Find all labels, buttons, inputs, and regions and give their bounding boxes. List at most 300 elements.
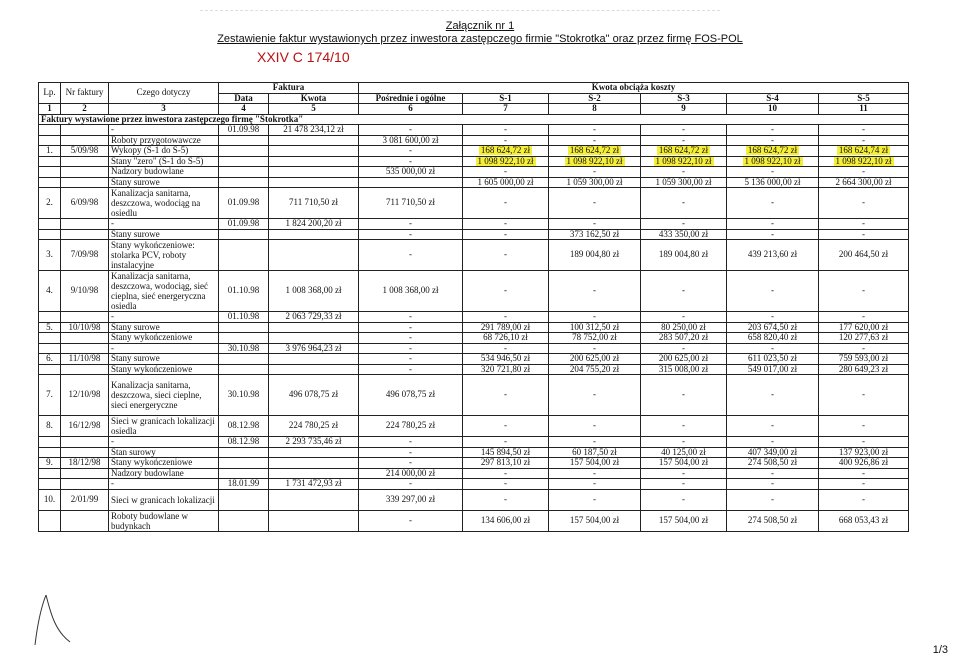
s2-cell: 373 162,50 zł [549,229,641,240]
invoice-number-cell: 12/10/98 [61,375,109,416]
s2-cell: - [549,437,641,448]
date-cell: 30.10.98 [219,343,269,354]
s3-cell: - [641,219,727,230]
indirect-cost-cell: - [359,458,463,469]
amount-cell: 496 078,75 zł [269,375,359,416]
s2-cell: - [549,416,641,437]
s1-cell: 145 894,50 zł [463,447,549,458]
indirect-cost-cell: - [359,447,463,458]
s4-cell: - [727,271,819,312]
date-cell: 01.10.98 [219,312,269,323]
s4-cell: 658 820,40 zł [727,333,819,344]
highlighted-amount: 1 098 922,10 zł [835,156,892,166]
column-number: 6 [359,104,463,115]
s4-cell: - [727,135,819,146]
s1-cell: 1 605 000,00 zł [463,177,549,188]
date-cell [219,322,269,333]
description-cell: Sieci w granicach lokalizacji [109,489,219,510]
invoice-number-cell: 11/10/98 [61,354,109,365]
s2-cell: - [549,479,641,490]
table-row [39,510,909,531]
date-cell: 01.09.98 [219,125,269,136]
header-lp: Lp. [39,83,61,104]
indirect-cost-cell: - [359,479,463,490]
lp-cell [39,125,61,136]
table-row [39,416,909,437]
s5-cell: - [819,437,909,448]
s1-cell: - [463,312,549,323]
table-row [39,188,909,219]
indirect-cost-cell [359,177,463,188]
date-cell [219,354,269,365]
lp-cell [39,510,61,531]
s3-cell: - [641,437,727,448]
column-number-row [39,104,909,115]
s5-cell: 177 620,00 zł [819,322,909,333]
invoice-number-cell [61,343,109,354]
description-cell: - [109,219,219,230]
s1-cell: - [463,229,549,240]
invoice-number-cell [61,447,109,458]
amount-cell [269,322,359,333]
lp-cell [39,219,61,230]
column-number: 1 [39,104,61,115]
date-cell [219,510,269,531]
s5-cell: - [819,135,909,146]
invoice-number-cell [61,479,109,490]
s3-cell: - [641,188,727,219]
s1-cell: 68 726,10 zł [463,333,549,344]
s1-cell: - [463,479,549,490]
highlighted-amount: 168 624,74 zł [838,145,889,155]
highlighted-amount: 1 098 922,10 zł [744,156,801,166]
amount-cell [269,447,359,458]
s5-cell: 200 464,50 zł [819,240,909,271]
s5-cell: - [819,219,909,230]
date-cell [219,333,269,344]
table-row [39,364,909,375]
s3-cell: 315 008,00 zł [641,364,727,375]
table-row [39,125,909,136]
highlighted-amount: 1 098 922,10 zł [477,156,534,166]
description-cell: - [109,312,219,323]
s1-cell: 320 721,80 zł [463,364,549,375]
invoice-number-cell: 18/12/98 [61,458,109,469]
description-cell: Stany wykończeniowe [109,458,219,469]
amount-cell: 711 710,50 zł [269,188,359,219]
s2-cell: 1 059 300,00 zł [549,177,641,188]
s1-cell: - [463,489,549,510]
header-s5: S-5 [819,93,909,104]
highlighted-amount: 168 624,72 zł [569,145,620,155]
description-cell: Stany wykończeniowe: stolarka PCV, roboty instalacyjne [109,240,219,271]
description-cell: Nadzory budowlane [109,468,219,479]
s5-cell: 668 053,43 zł [819,510,909,531]
header-s1: S-1 [463,93,549,104]
amount-cell [269,135,359,146]
attachment-title: Załącznik nr 1 [445,20,515,32]
description-cell: Nadzory budowlane [109,167,219,178]
s5-cell: - [819,271,909,312]
invoice-number-cell [61,219,109,230]
amount-cell [269,458,359,469]
description-cell: Roboty budowlane w budynkach [109,510,219,531]
s5-cell: 137 923,00 zł [819,447,909,458]
s4-cell: - [727,125,819,136]
amount-cell: 1 731 472,93 zł [269,479,359,490]
handwritten-mark [30,590,80,650]
amount-cell [269,156,359,167]
description-cell: Stany surowe [109,229,219,240]
s5-cell: - [819,312,909,323]
date-cell [219,489,269,510]
s3-cell: 200 625,00 zł [641,354,727,365]
column-number: 8 [549,104,641,115]
s3-cell: - [641,375,727,416]
invoice-number-cell [61,312,109,323]
table-row [39,240,909,271]
header-posrednie: Pośrednie i ogólne [359,93,463,104]
table-row [39,479,909,490]
invoice-number-cell [61,468,109,479]
s1-cell [463,146,549,157]
date-cell [219,135,269,146]
s4-cell: 274 508,50 zł [727,510,819,531]
indirect-cost-cell: 3 081 600,00 zł [359,135,463,146]
header-s4: S-4 [727,93,819,104]
date-cell: 08.12.98 [219,416,269,437]
lp-cell: 1. [39,146,61,157]
invoice-number-cell [61,364,109,375]
s2-cell [549,156,641,167]
lp-cell [39,135,61,146]
description-cell: Kanalizacja sanitarna, deszczowa, wodociąg na osiedlu [109,188,219,219]
amount-cell [269,333,359,344]
s2-cell [549,146,641,157]
amount-cell: 21 478 234,12 zł [269,125,359,136]
s2-cell: 78 752,00 zł [549,333,641,344]
s5-cell [819,156,909,167]
s2-cell: - [549,375,641,416]
table-row [39,135,909,146]
description-cell: - [109,479,219,490]
lp-cell [39,229,61,240]
s4-cell: - [727,219,819,230]
s2-cell: - [549,219,641,230]
date-cell [219,156,269,167]
s1-cell: - [463,167,549,178]
s1-cell: - [463,468,549,479]
date-cell: 01.09.98 [219,219,269,230]
s3-cell: 283 507,20 zł [641,333,727,344]
indirect-cost-cell: 535 000,00 zł [359,167,463,178]
s4-cell: - [727,437,819,448]
s3-cell: - [641,167,727,178]
invoice-number-cell [61,156,109,167]
s4-cell: 407 349,00 zł [727,447,819,458]
table-row [39,177,909,188]
header-kwota: Kwota [269,93,359,104]
s1-cell: - [463,219,549,230]
description-cell: Stan surowy [109,447,219,458]
table-row [39,447,909,458]
indirect-cost-cell: - [359,364,463,375]
s1-cell: 297 813,10 zł [463,458,549,469]
table-row [39,146,909,157]
lp-cell [39,177,61,188]
indirect-cost-cell: - [359,510,463,531]
s1-cell [463,156,549,167]
amount-cell: 1 008 368,00 zł [269,271,359,312]
header-row-1 [39,83,909,94]
highlighted-amount: 168 624,72 zł [747,145,798,155]
s4-cell [727,146,819,157]
s1-cell: - [463,135,549,146]
indirect-cost-cell: 1 008 368,00 zł [359,271,463,312]
date-cell [219,468,269,479]
s3-cell: 189 004,80 zł [641,240,727,271]
lp-cell: 2. [39,188,61,219]
lp-cell: 5. [39,322,61,333]
highlighted-amount: 168 624,72 zł [658,145,709,155]
lp-cell: 10. [39,489,61,510]
lp-cell: 4. [39,271,61,312]
s2-cell: - [549,489,641,510]
indirect-cost-cell: 496 078,75 zł [359,375,463,416]
column-number: 9 [641,104,727,115]
date-cell [219,364,269,375]
description-cell: Roboty przygotowawcze [109,135,219,146]
s3-cell: 80 250,00 zł [641,322,727,333]
section-title: Faktury wystawione przez inwestora zastępczego firmę "Stokrotka" [39,114,909,125]
indirect-cost-cell: - [359,156,463,167]
invoice-number-cell: 2/01/99 [61,489,109,510]
s4-cell: 5 136 000,00 zł [727,177,819,188]
s4-cell: 439 213,60 zł [727,240,819,271]
description-cell: Kanalizacja sanitarna, deszczowa, wodociąg, sieć cieplna, sieć energeryczna osiedla [109,271,219,312]
column-number: 7 [463,104,549,115]
s1-cell: - [463,271,549,312]
s2-cell: 157 504,00 zł [549,458,641,469]
s5-cell: 280 649,23 zł [819,364,909,375]
s3-cell: - [641,343,727,354]
s3-cell: 1 059 300,00 zł [641,177,727,188]
s3-cell: - [641,125,727,136]
s5-cell: 400 926,86 zł [819,458,909,469]
s4-cell: - [727,489,819,510]
s4-cell: - [727,229,819,240]
s4-cell: - [727,468,819,479]
s3-cell: 433 350,00 zł [641,229,727,240]
table-row [39,219,909,230]
s5-cell: - [819,229,909,240]
s1-cell: - [463,188,549,219]
lp-cell [39,156,61,167]
amount-cell [269,354,359,365]
s4-cell [727,156,819,167]
indirect-cost-cell: - [359,240,463,271]
date-cell [219,229,269,240]
s4-cell: - [727,375,819,416]
amount-cell: 3 976 964,23 zł [269,343,359,354]
table-row [39,167,909,178]
date-cell: 01.09.98 [219,188,269,219]
s4-cell: 549 017,00 zł [727,364,819,375]
amount-cell [269,510,359,531]
description-cell: Stany surowe [109,177,219,188]
indirect-cost-cell: - [359,343,463,354]
table-row [39,343,909,354]
invoice-number-cell [61,437,109,448]
lp-cell: 3. [39,240,61,271]
s5-cell: - [819,479,909,490]
amount-cell [269,229,359,240]
indirect-cost-cell: - [359,333,463,344]
description-cell: Wykopy (S-1 do S-5) [109,146,219,157]
lp-cell [39,437,61,448]
lp-cell: 7. [39,375,61,416]
s3-cell: - [641,416,727,437]
lp-cell [39,333,61,344]
s5-cell: 120 277,63 zł [819,333,909,344]
invoice-number-cell: 6/09/98 [61,188,109,219]
indirect-cost-cell: - [359,437,463,448]
s2-cell: 189 004,80 zł [549,240,641,271]
s3-cell: 40 125,00 zł [641,447,727,458]
s2-cell: - [549,468,641,479]
table-row [39,156,909,167]
date-cell [219,447,269,458]
s1-cell: - [463,343,549,354]
indirect-cost-cell: - [359,354,463,365]
s2-cell: 100 312,50 zł [549,322,641,333]
page-number: 1/3 [932,644,948,656]
s2-cell: - [549,271,641,312]
s1-cell: - [463,416,549,437]
s3-cell: - [641,312,727,323]
date-cell: 18.01.99 [219,479,269,490]
amount-cell [269,468,359,479]
indirect-cost-cell: - [359,219,463,230]
amount-cell [269,489,359,510]
amount-cell: 2 063 729,33 zł [269,312,359,323]
table-row [39,271,909,312]
s2-cell: 157 504,00 zł [549,510,641,531]
table-row [39,468,909,479]
s2-cell: 200 625,00 zł [549,354,641,365]
lp-cell [39,364,61,375]
header-faktura: Faktura [219,83,359,94]
indirect-cost-cell: - [359,146,463,157]
date-cell: 30.10.98 [219,375,269,416]
invoice-table-body [39,83,909,532]
scan-noise [200,10,720,12]
s4-cell: - [727,312,819,323]
indirect-cost-cell: 214 000,00 zł [359,468,463,479]
s1-cell: 134 606,00 zł [463,510,549,531]
table-row [39,312,909,323]
header-data: Data [219,93,269,104]
column-number: 2 [61,104,109,115]
column-number: 5 [269,104,359,115]
amount-cell [269,167,359,178]
s3-cell: - [641,271,727,312]
s5-cell: - [819,375,909,416]
description-cell: Stany wykończeniowe [109,333,219,344]
s1-cell: - [463,437,549,448]
s4-cell: - [727,479,819,490]
column-number: 4 [219,104,269,115]
header-s2: S-2 [549,93,641,104]
s1-cell: - [463,240,549,271]
date-cell [219,240,269,271]
description-cell: Stany wykończeniowe [109,364,219,375]
table-row [39,229,909,240]
lp-cell [39,167,61,178]
s2-cell: - [549,343,641,354]
s2-cell: 204 755,20 zł [549,364,641,375]
s4-cell: 203 674,50 zł [727,322,819,333]
s5-cell: - [819,343,909,354]
table-row [39,437,909,448]
lp-cell: 6. [39,354,61,365]
indirect-cost-cell: - [359,229,463,240]
invoice-number-cell [61,125,109,136]
s5-cell: - [819,489,909,510]
s2-cell: 60 187,50 zł [549,447,641,458]
lp-cell [39,312,61,323]
header-s3: S-3 [641,93,727,104]
amount-cell: 224 780,25 zł [269,416,359,437]
column-number: 10 [727,104,819,115]
amount-cell [269,240,359,271]
header-nr-faktury: Nr faktury [61,83,109,104]
description-cell: Stany surowe [109,322,219,333]
s5-cell: - [819,468,909,479]
s1-cell: 291 789,00 zł [463,322,549,333]
document-subtitle: Zestawienie faktur wystawionych przez inwestora zastępczego firmie "Stokrotka" oraz przez firmę FOS-POL [217,33,743,45]
amount-cell [269,146,359,157]
table-row [39,333,909,344]
table-row [39,489,909,510]
s5-cell: - [819,167,909,178]
s3-cell: - [641,489,727,510]
lp-cell [39,479,61,490]
date-cell [219,167,269,178]
table-row [39,322,909,333]
s1-cell: - [463,125,549,136]
lp-cell: 8. [39,416,61,437]
indirect-cost-cell: 224 780,25 zł [359,416,463,437]
description-cell: - [109,437,219,448]
lp-cell [39,343,61,354]
lp-cell [39,468,61,479]
description-cell: Sieci w granicach lokalizacji osiedla [109,416,219,437]
invoice-number-cell [61,229,109,240]
column-number: 11 [819,104,909,115]
description-cell: - [109,125,219,136]
s2-cell: - [549,135,641,146]
invoice-table [38,82,909,532]
amount-cell: 1 824 200,20 zł [269,219,359,230]
date-cell [219,146,269,157]
amount-cell [269,177,359,188]
invoice-number-cell: 7/09/98 [61,240,109,271]
s1-cell: - [463,375,549,416]
section-row [39,114,909,125]
invoice-number-cell [61,510,109,531]
lp-cell [39,447,61,458]
